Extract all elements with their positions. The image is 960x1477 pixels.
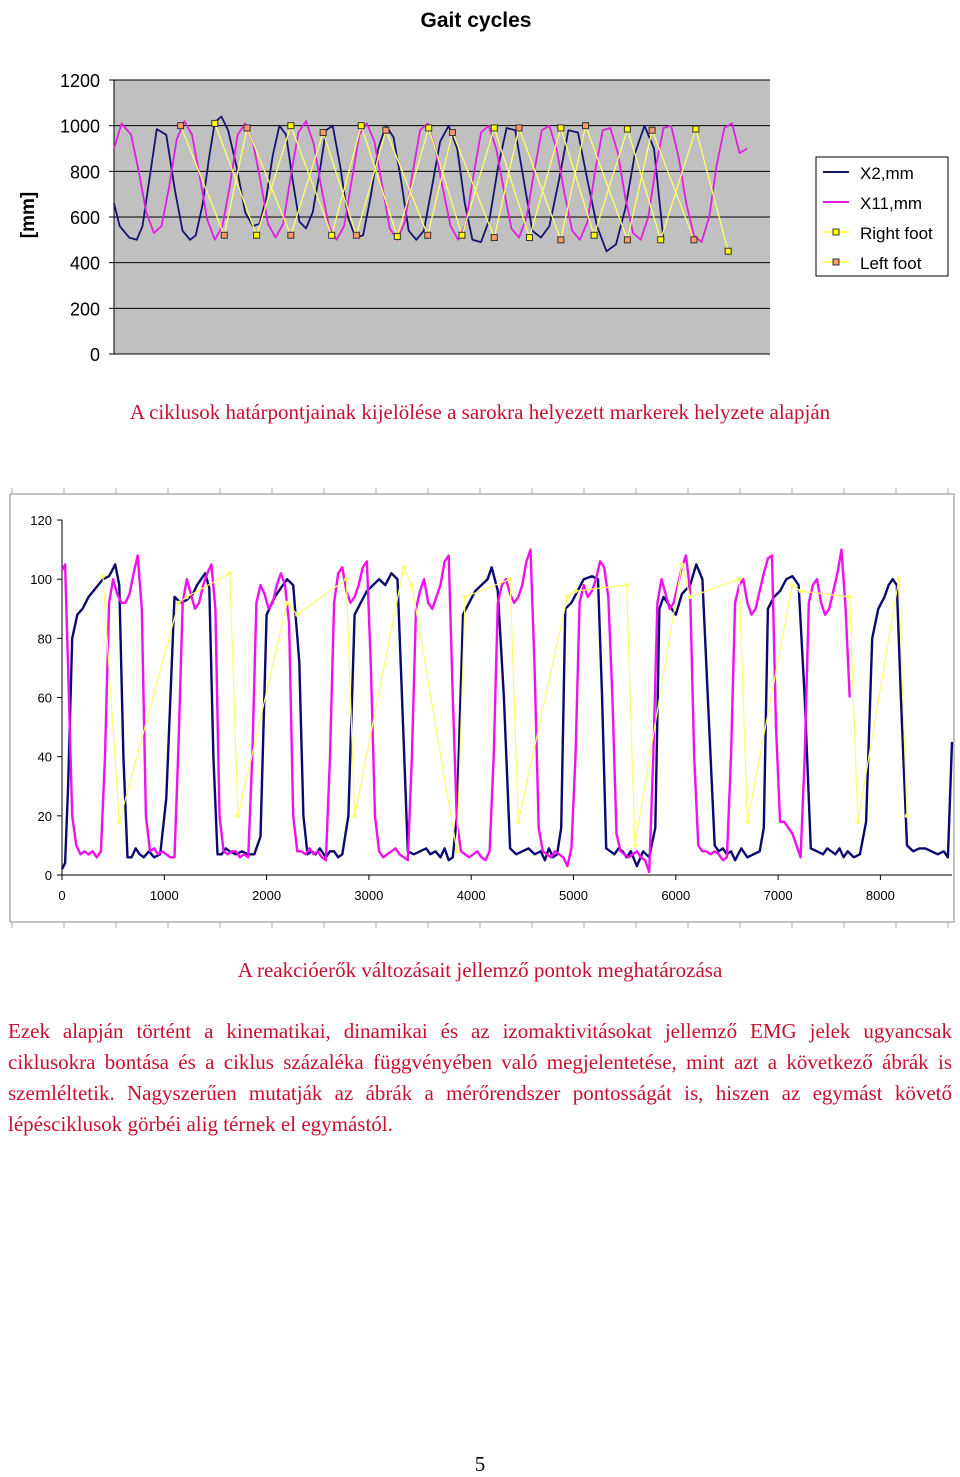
data-point	[394, 233, 400, 239]
data-point	[693, 126, 699, 132]
data-point	[320, 130, 326, 136]
y-tick-label: 0	[44, 868, 52, 883]
data-point	[624, 583, 628, 587]
data-point	[288, 123, 294, 129]
data-point	[463, 595, 467, 599]
data-point	[254, 232, 260, 238]
data-point	[295, 612, 299, 616]
y-tick-label: 400	[69, 253, 100, 274]
data-point	[426, 125, 432, 131]
data-point	[798, 589, 802, 593]
data-point	[117, 820, 121, 824]
data-point	[583, 123, 589, 129]
data-point	[352, 814, 356, 818]
data-point	[897, 577, 901, 581]
data-point	[449, 130, 455, 136]
data-point	[176, 601, 180, 605]
data-point	[624, 126, 630, 132]
data-point	[101, 574, 105, 578]
data-point	[212, 120, 218, 126]
data-point	[178, 123, 184, 129]
data-point	[558, 125, 564, 131]
figure-2-caption: A reakcióerők változásait jellemző pontok meghatározása	[237, 958, 723, 982]
data-point	[244, 125, 250, 131]
chart-title: Gait cycles	[420, 9, 532, 32]
x-tick-label: 6000	[661, 888, 691, 903]
data-point	[508, 577, 512, 581]
data-point	[691, 237, 697, 243]
y-tick-label: 800	[69, 162, 100, 183]
data-point	[491, 125, 497, 131]
data-point	[353, 232, 359, 238]
y-tick-labels	[60, 71, 100, 365]
data-point	[221, 232, 227, 238]
y-axis-label: [mm]	[18, 191, 39, 239]
data-point	[725, 248, 731, 254]
legend-marker-left-foot	[833, 259, 839, 265]
data-point	[624, 237, 630, 243]
data-point	[401, 565, 405, 569]
data-point	[848, 595, 852, 599]
y-tick-label: 40	[37, 749, 52, 765]
y-tick-label: 120	[30, 513, 52, 528]
data-point	[573, 589, 577, 593]
data-point	[790, 583, 794, 587]
x-tick-label: 1000	[149, 888, 179, 903]
data-point	[329, 232, 335, 238]
data-point	[905, 814, 909, 818]
y-tick-label: 20	[37, 808, 52, 824]
y-tick-label: 100	[30, 572, 52, 588]
legend-label-x2: X2,mm	[860, 164, 914, 183]
figure-1-caption: A ciklusok határpontjainak kijelölése a sarokra helyezett markerek helyzete alapján	[129, 400, 831, 424]
page-number: 5	[474, 1452, 486, 1476]
data-point	[459, 232, 465, 238]
data-point	[516, 125, 522, 131]
x-tick-label: 7000	[763, 888, 793, 903]
y-tick-label: 0	[89, 345, 100, 365]
data-point	[383, 127, 389, 133]
gait-cycles-chart	[0, 0, 960, 370]
x-tick-label: 4000	[456, 888, 486, 903]
y-tick-label: 1000	[59, 116, 100, 137]
data-point	[358, 123, 364, 129]
data-point	[591, 232, 597, 238]
data-point	[526, 235, 532, 241]
data-point	[856, 820, 860, 824]
y-tick-label: 200	[69, 299, 100, 320]
legend-label-right-foot: Right foot	[860, 224, 933, 243]
data-point	[344, 577, 348, 581]
y-tick-label: 1200	[59, 71, 100, 91]
data-point	[285, 601, 289, 605]
body-paragraph: Ezek alapján történt a kinematikai, dinamikai és az izomaktivitásokat jellemző EMG jelek ugyancsak ciklusokra bontása és a ciklus százaléka függvényében való megjelentetése, mint azt a következő ábrák is szemléltetik. Nagyszerűen mutatják az ábrák a mérőrendszer pontosságát is, hiszen az egymást követő lépésciklusok görbéi alig térnek el egymástól.	[8, 1019, 952, 1136]
data-point	[565, 595, 569, 599]
data-point	[410, 583, 414, 587]
data-point	[745, 820, 749, 824]
legend-marker-right-foot	[833, 229, 839, 235]
x-tick-label: 8000	[865, 888, 895, 903]
x-tick-label: 5000	[559, 888, 588, 903]
data-point	[558, 237, 564, 243]
legend	[816, 157, 948, 276]
data-point	[491, 235, 497, 241]
x-tick-label: 0	[58, 888, 66, 903]
data-point	[288, 232, 294, 238]
data-point	[228, 571, 232, 575]
data-point	[649, 127, 655, 133]
y-tick-label: 60	[37, 690, 52, 706]
data-point	[516, 820, 520, 824]
legend-label-left-foot: Left foot	[860, 254, 922, 273]
data-point	[455, 849, 459, 853]
data-point	[633, 843, 637, 847]
x-tick-label: 3000	[354, 888, 384, 903]
x-tick-label: 2000	[252, 888, 282, 903]
data-point	[737, 577, 741, 581]
legend-label-x11: X11,mm	[860, 194, 923, 213]
reaction-force-chart	[0, 480, 960, 930]
data-point	[425, 232, 431, 238]
y-tick-label: 600	[69, 208, 100, 228]
data-point	[688, 595, 692, 599]
y-tick-label: 80	[37, 631, 52, 647]
data-point	[185, 595, 189, 599]
data-point	[658, 237, 664, 243]
data-point	[236, 814, 240, 818]
data-point	[680, 562, 684, 566]
